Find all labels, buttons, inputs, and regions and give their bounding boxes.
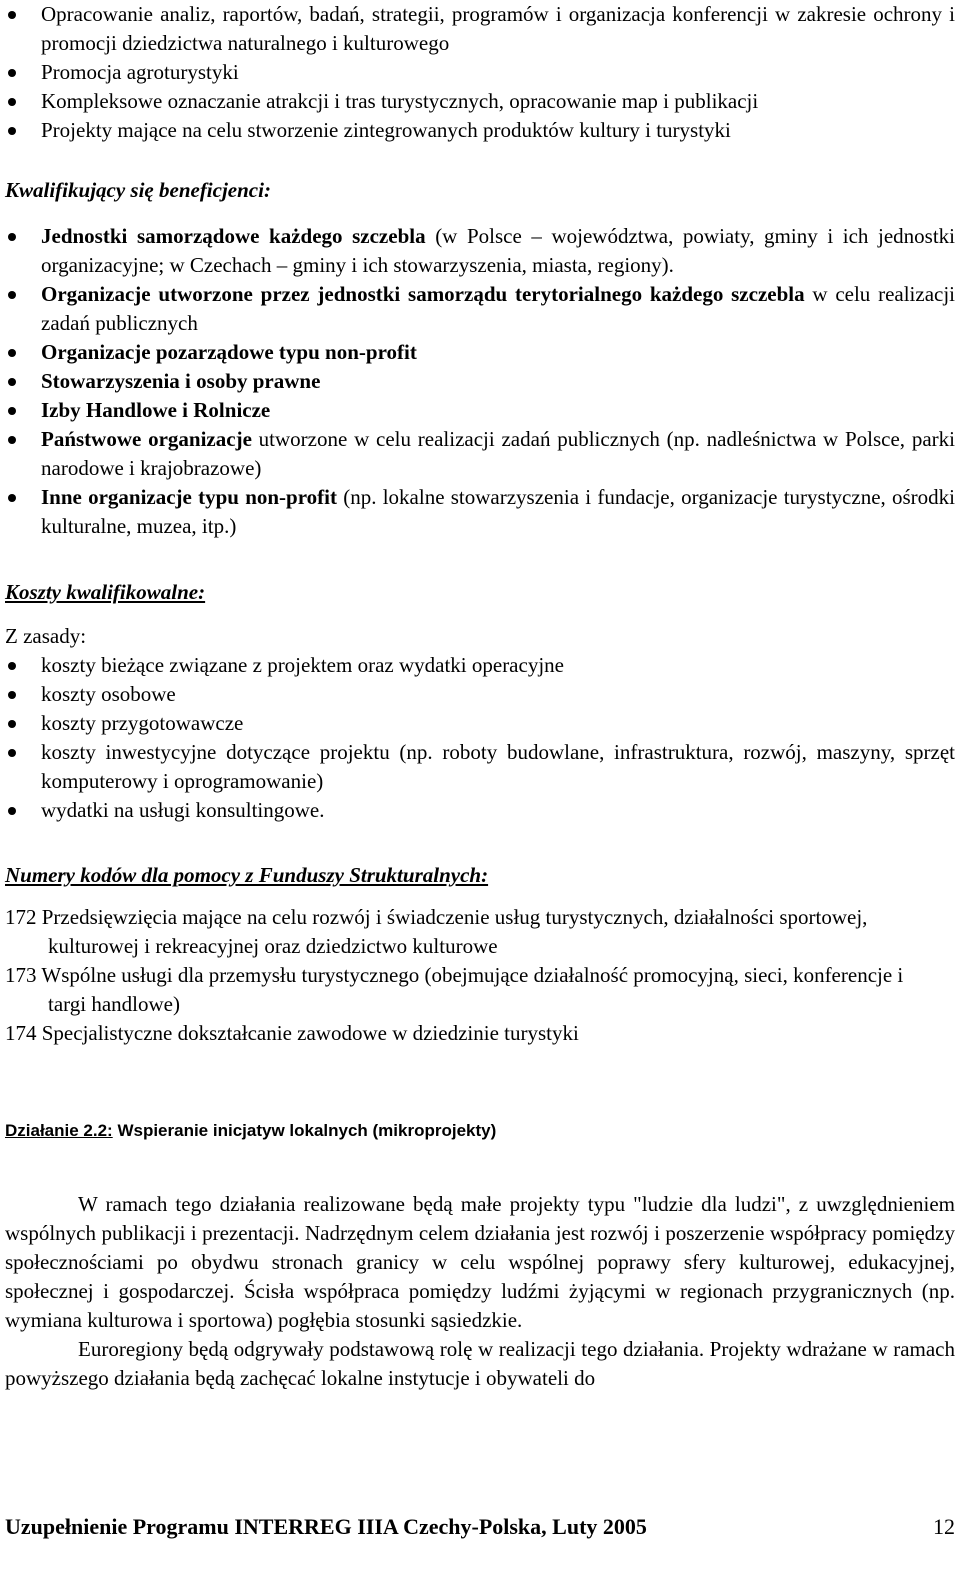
section-label: Działanie 2.2: (5, 1121, 113, 1140)
list-item: wydatki na usługi konsultingowe. (5, 796, 955, 825)
list-item: koszty bieżące związane z projektem oraz wydatki operacyjne (5, 651, 955, 680)
code-text: Specjalistyczne dokształcanie zawodowe w dziedzinie turystyki (41, 1021, 579, 1045)
list-item: Promocja agroturystyki (5, 58, 955, 87)
list-item: koszty inwestycyjne dotyczące projektu (np. roboty budowlane, infrastruktura, rozwój, maszyny, sprzęt komputerowy i oprogramowanie) (5, 738, 955, 796)
code-text: Wspólne usługi dla przemysłu turystycznego (obejmujące działalność promocyjną, sieci, konferencje i targi handlowe) (41, 963, 904, 1016)
list-item: koszty przygotowawcze (5, 709, 955, 738)
beneficiaries-list (5, 222, 955, 541)
footer-title: Uzupełnienie Programu INTERREG IIIA Czechy-Polska, Luty 2005 (5, 1514, 647, 1539)
list-item: Projekty mające na celu stworzenie zintegrowanych produktów kultury i turystyki (5, 116, 955, 145)
list-item: Organizacje pozarządowe typu non-profit (5, 338, 955, 367)
code-number: 172 (5, 905, 37, 929)
code-number: 174 (5, 1021, 37, 1045)
costs-list (5, 651, 955, 825)
list-item: Opracowanie analiz, raportów, badań, strategii, programów i organizacja konferencji w zakresie ochrony i promocji dziedzictwa naturalnego i kulturowego (5, 0, 955, 58)
beneficiaries-heading: Kwalifikujący się beneficjenci: (5, 178, 271, 202)
list-item: koszty osobowe (5, 680, 955, 709)
section-title-text: Wspieranie inicjatyw lokalnych (mikroprojekty) (112, 1121, 497, 1140)
code-row (5, 1019, 935, 1048)
section-body (5, 1190, 955, 1393)
list-item: Kompleksowe oznaczanie atrakcji i tras turystycznych, opracowanie map i publikacji (5, 87, 955, 116)
costs-intro: Z zasady: (5, 624, 87, 648)
codes-list (5, 903, 935, 1048)
costs-heading: Koszty kwalifikowalne: (5, 580, 206, 604)
list-item: Państwowe organizacje utworzone w celu realizacji zadań publicznych (np. nadleśnictwa w Polsce, parki narodowe i krajobrazowe) (5, 425, 955, 483)
codes-heading: Numery kodów dla pomocy z Funduszy Strukturalnych: (5, 863, 489, 887)
list-item: Inne organizacje typu non-profit (np. lokalne stowarzyszenia i fundacje, organizacje turystyczne, ośrodki kulturalne, muzea, itp.) (5, 483, 955, 541)
code-row (5, 961, 935, 1019)
page-number: 12 (933, 1514, 955, 1539)
list-item: Jednostki samorządowe każdego szczebla (w Polsce – województwa, powiaty, gminy i ich jednostki organizacyjne; w Czechach – gminy i ich stowarzyszenia, miasta, regiony). (5, 222, 955, 280)
page-footer (5, 1512, 955, 1541)
activities-list (5, 0, 955, 145)
code-row (5, 903, 935, 961)
paragraph: W ramach tego działania realizowane będą małe projekty typu "ludzie dla ludzi", z uwzględnieniem wspólnych publikacji i prezentacji. Nadrzędnym celem działania jest rozwój i poszerzenie współpracy pomiędzy społecznościami po obydwu stronach granicy w celu wspólnej poprawy sfery kulturowej, edukacyjnej, społecznej i gospodarczej. Ścisła współpraca pomiędzy ludźmi żyjącymi w regionach przygranicznych (np. wymiana kulturowa i sportowa) pogłębia stosunki sąsiedzkie. (5, 1192, 955, 1332)
code-number: 173 (5, 963, 37, 987)
paragraph: Euroregiony będą odgrywały podstawową rolę w realizacji tego działania. Projekty wdrażane w ramach powyższego działania będą zachęcać lokalne instytucje i obywateli do (5, 1337, 955, 1390)
list-item: Stowarzyszenia i osoby prawne (5, 367, 955, 396)
section-title (5, 1116, 496, 1145)
code-text: Przedsięwzięcia mające na celu rozwój i świadczenie usług turystycznych, działalności sportowej, kulturowej i rekreacyjnej oraz dziedzictwo kulturowe (41, 905, 868, 958)
list-item: Izby Handlowe i Rolnicze (5, 396, 955, 425)
list-item: Organizacje utworzone przez jednostki samorządu terytorialnego każdego szczebla w celu realizacji zadań publicznych (5, 280, 955, 338)
